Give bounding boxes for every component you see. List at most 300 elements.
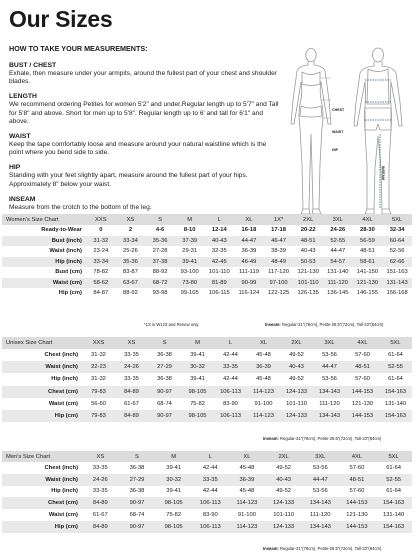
instruction-waist [9, 132, 279, 157]
instruction-inseam [9, 195, 279, 212]
size-header: 4XL [346, 337, 379, 349]
table-cell: 117-120 [268, 269, 289, 276]
table-cell: 136-145 [327, 290, 349, 297]
body-figures-illustration [279, 44, 409, 222]
table-cell: 154-163 [379, 410, 412, 422]
table-cell: 73-80 [175, 278, 205, 289]
table-row [2, 509, 412, 521]
table-cell: 52-55 [379, 361, 412, 373]
table-cell: 25-26 [123, 248, 138, 255]
table-cell: 84-89 [115, 386, 148, 398]
size-header: L [205, 214, 235, 225]
table-cell: 42-44 [202, 464, 218, 471]
table-cell: 121-130 [346, 512, 368, 519]
table-cell: 39-41 [175, 257, 205, 268]
table-cell: 90-97 [119, 497, 156, 509]
row-label: Hip (cm) [2, 521, 82, 533]
table-header-row [2, 214, 412, 225]
table-cell: 33-35 [92, 488, 108, 495]
table-cell: 22-23 [82, 361, 115, 373]
size-header: XXS [86, 214, 116, 225]
table-cell: 131-140 [327, 269, 349, 276]
size-header: XXS [82, 337, 115, 349]
mens-size-table [2, 451, 412, 533]
size-header: XS [82, 451, 119, 462]
instruction-hip [9, 163, 279, 188]
table-cell: 144-153 [339, 497, 376, 509]
size-header: M [181, 337, 214, 349]
row-label: Hip (inch) [2, 257, 86, 268]
table-row [2, 288, 412, 299]
size-header: 3XL [323, 214, 353, 225]
instruction-label: LENGTH [9, 93, 37, 101]
table-row [2, 398, 412, 410]
table-cell: 63-67 [116, 278, 146, 289]
table-cell: 31-32 [86, 236, 116, 247]
table-cell: 98-105 [181, 410, 214, 422]
unisex-inseam-note [263, 436, 381, 441]
table-cell: 78-82 [93, 269, 109, 276]
table-cell: 45-48 [256, 376, 271, 383]
inseam-label: Inseam: [263, 546, 279, 551]
size-header: M [175, 214, 205, 225]
instruction-length [9, 92, 279, 126]
table-cell: 124-133 [280, 410, 313, 422]
table-cell: 8-10 [183, 227, 196, 234]
table-cell: 40-43 [205, 236, 235, 247]
table-cell: 37-39 [175, 236, 205, 247]
table-cell: 154-163 [379, 386, 412, 398]
table-cell: 131-140 [384, 400, 407, 407]
mens-inseam-note [263, 546, 381, 551]
table-cell: 53-56 [312, 488, 328, 495]
table-cell: 141-150 [356, 269, 379, 276]
unisex-size-chart [2, 337, 412, 422]
table-cell: 2 [128, 227, 133, 234]
table-row [2, 225, 412, 236]
table-cell: 39-41 [190, 376, 205, 383]
table-row [2, 236, 412, 247]
instruction-text: Keep the tape comfortably loose and measure around your natural waistline which is the point where you bend side to side. [9, 141, 267, 157]
table-cell: 44-47 [313, 361, 346, 373]
table-cell: 31-32 [91, 376, 106, 383]
table-cell: 33-35 [192, 474, 229, 486]
table-cell: 126-135 [297, 290, 319, 297]
table-cell: 68-74 [157, 400, 172, 407]
table-cell: 35-36 [116, 257, 146, 268]
table-cell: 131-143 [382, 278, 412, 289]
table-cell: 79-83 [82, 386, 115, 398]
row-label: Bust (cm) [55, 269, 82, 276]
table-cell: 50-53 [293, 257, 323, 268]
size-header: XL [234, 214, 264, 225]
table-row [2, 349, 412, 361]
size-header: 2XL [293, 214, 323, 225]
measurement-instructions [9, 44, 279, 218]
instruction-label: INSEAM [9, 195, 36, 203]
table-cell: 101-110 [293, 278, 323, 289]
table-cell: 45-48 [239, 464, 255, 471]
table-cell: 62-66 [382, 257, 412, 268]
table-cell: 84-89 [115, 410, 148, 422]
table-cell: 45-48 [256, 352, 271, 359]
table-cell: 48-51 [346, 361, 379, 373]
table-cell: 36-39 [241, 248, 257, 255]
table-cell: 27-28 [152, 248, 168, 255]
table-cell: 91-100 [237, 512, 256, 519]
table-cell: 134-143 [313, 386, 346, 398]
table-cell: 44-47 [234, 236, 264, 247]
table-cell: 58-62 [86, 278, 116, 289]
table-cell: 30-32 [181, 361, 214, 373]
table-cell: 98-105 [155, 521, 192, 533]
table-cell: 57-60 [349, 464, 365, 471]
table-cell: 134-143 [302, 521, 339, 533]
table-title: Unisex Size Chart [2, 337, 82, 349]
table-cell: 99-105 [180, 290, 199, 297]
unisex-size-table [2, 337, 412, 422]
table-cell: 52-56 [389, 248, 405, 255]
row-label: Bust (inch) [2, 236, 86, 247]
instructions-heading: HOW TO TAKE YOUR MEASUREMENTS: [9, 44, 148, 53]
table-cell: 40-43 [265, 474, 302, 486]
table-cell: 53-56 [312, 464, 328, 471]
row-label: Chest (inch) [44, 464, 78, 471]
table-cell: 20-22 [300, 227, 316, 234]
table-cell: 121-130 [351, 400, 374, 407]
table-cell: 75-82 [190, 400, 205, 407]
table-cell: 44-47 [302, 474, 339, 486]
size-header: XL [229, 451, 266, 462]
table-row [2, 474, 412, 486]
table-cell: 61-67 [124, 400, 139, 407]
table-cell: 121-130 [297, 269, 319, 276]
table-row [2, 278, 412, 289]
table-cell: 28-30 [360, 227, 375, 234]
size-header: 4XL [353, 214, 383, 225]
table-cell: 116-124 [238, 290, 260, 297]
table-cell: 60-64 [382, 236, 412, 247]
size-header: S [119, 451, 156, 462]
table-cell: 83-90 [202, 512, 218, 519]
table-cell: 101-110 [286, 400, 307, 407]
table-cell: 97-100 [264, 278, 294, 289]
table-cell: 111-120 [319, 400, 340, 407]
table-cell: 24-26 [115, 361, 148, 373]
table-row [2, 410, 412, 422]
table-cell: 146-155 [356, 290, 379, 297]
table-row [2, 246, 412, 257]
figure-label-inseam: INSEAM [381, 166, 385, 180]
table-cell: 33-35 [124, 352, 139, 359]
table-cell: 83-87 [123, 269, 138, 276]
table-cell: 151-163 [386, 269, 408, 276]
table-cell: 56-60 [91, 400, 106, 407]
table-cell: 52-55 [375, 474, 412, 486]
table-cell: 154-163 [375, 521, 412, 533]
size-header: M [155, 451, 192, 462]
row-label: Waist (cm) [2, 278, 86, 289]
table-cell: 79-83 [82, 410, 115, 422]
womens-footnote: *1X in W123 and Renew only. [144, 322, 200, 327]
table-cell: 39-41 [166, 488, 182, 495]
table-cell: 58-61 [353, 257, 383, 268]
table-cell: 33-35 [124, 376, 139, 383]
size-header: S [145, 214, 175, 225]
size-header: S [148, 337, 181, 349]
table-cell: 131-140 [382, 512, 405, 519]
table-cell: 33-34 [86, 257, 116, 268]
table-cell: 56-59 [353, 236, 383, 247]
table-cell: 36-38 [157, 376, 172, 383]
table-cell: 39-41 [190, 352, 205, 359]
table-cell: 33-35 [92, 464, 108, 471]
size-header: XS [115, 337, 148, 349]
table-cell: 61-64 [388, 352, 403, 359]
table-cell: 84-89 [82, 521, 119, 533]
table-row [2, 486, 412, 498]
table-cell: 114-123 [229, 497, 266, 509]
table-cell: 42-45 [205, 257, 235, 268]
row-label: Chest (cm) [2, 386, 82, 398]
table-row [2, 497, 412, 509]
table-cell: 53-56 [322, 352, 337, 359]
table-cell: 122-125 [267, 290, 290, 297]
page-title: Our Sizes [9, 6, 113, 32]
table-cell: 40-43 [300, 248, 316, 255]
instruction-label: BUST / CHEST [9, 62, 57, 69]
row-label: Chest (inch) [44, 352, 78, 359]
table-cell: 101-110 [273, 512, 295, 519]
table-cell: 144-153 [346, 386, 379, 398]
row-label: Waist (cm) [48, 512, 78, 519]
row-label: Waist (inch) [2, 361, 82, 373]
table-cell: 48-49 [264, 257, 294, 268]
size-header: L [192, 451, 229, 462]
table-cell: 42-44 [223, 376, 238, 383]
table-cell: 46-47 [264, 236, 294, 247]
table-cell: 36-38 [129, 464, 145, 471]
table-cell: 36-38 [157, 352, 172, 359]
table-cell: 61-64 [386, 464, 402, 471]
row-label: Hip (inch) [51, 488, 78, 495]
table-row [2, 267, 412, 278]
size-header: 2XL [265, 451, 302, 462]
table-cell: 49-52 [289, 352, 304, 359]
figure-label-chest: CHEST [332, 108, 345, 112]
row-label: Chest (cm) [2, 497, 82, 509]
inseam-text: Regular-31"(79cm), Petite-28.5"(72cm), Tall-33"(84cm) [280, 546, 382, 551]
table-cell: 27-29 [119, 474, 156, 486]
table-cell: 61-64 [388, 376, 403, 383]
table-cell: 45-48 [239, 488, 255, 495]
size-header: XS [116, 214, 146, 225]
size-header: 1X* [264, 214, 294, 225]
table-cell: 81-89 [205, 278, 235, 289]
table-cell: 156-168 [386, 290, 408, 297]
table-cell: 124-133 [265, 521, 302, 533]
table-cell: 24-26 [82, 474, 119, 486]
table-cell: 68-74 [129, 512, 145, 519]
table-cell: 36-39 [247, 361, 280, 373]
table-cell: 30-32 [155, 474, 192, 486]
table-cell: 36-38 [129, 488, 145, 495]
womens-size-chart [2, 214, 412, 299]
table-cell: 12-14 [211, 227, 227, 234]
table-cell: 49-52 [276, 464, 292, 471]
table-title: Men's Size Chart [2, 451, 82, 462]
instruction-text: Exhale, then measure under your armpits, around the fullest part of your chest and shoulder blades. [9, 70, 277, 86]
figure-label-hip: HIP [332, 148, 338, 152]
table-cell: 75-82 [166, 512, 182, 519]
inseam-text: Regular-31"(79cm), Petite-28.5"(72cm), Tall-33"(84cm) [282, 322, 384, 327]
table-cell: 48-51 [293, 236, 323, 247]
row-label: Waist (inch) [2, 474, 82, 486]
table-cell: 49-52 [276, 488, 292, 495]
table-cell: 124-133 [265, 497, 302, 509]
table-row [2, 386, 412, 398]
table-cell: 42-44 [223, 352, 238, 359]
table-cell: 57-60 [355, 352, 370, 359]
instruction-text: Measure from the crotch to the bottom of the leg. [9, 203, 152, 211]
instruction-label: WAIST [9, 133, 31, 141]
table-cell: 124-133 [280, 386, 313, 398]
table-cell: 54-57 [323, 257, 353, 268]
table-cell: 52-55 [323, 236, 353, 247]
table-cell: 88-92 [152, 269, 168, 276]
table-cell: 101-110 [208, 269, 230, 276]
table-cell: 23-24 [93, 248, 109, 255]
table-cell: 106-113 [214, 386, 247, 398]
size-header: 5XL [382, 214, 412, 225]
table-cell: 36-39 [229, 474, 266, 486]
table-header-row [2, 451, 412, 462]
instruction-text: Standing with your feet slightly apart, measure around the fullest part of your hips. Approximately 8" below your waist. [9, 172, 248, 188]
table-cell: 144-153 [339, 521, 376, 533]
table-cell: 44-47 [330, 248, 346, 255]
table-cell: 38-39 [271, 248, 286, 255]
table-cell: 61-64 [386, 488, 402, 495]
instruction-text: We recommend ordering Petites for women 5'2" and under.Regular length up to 5'7" and Tall for 5'8" and above. Short for men up to 5'8". Regular length up to 6' and tall for 6'1" and above. [9, 101, 279, 125]
table-cell: 106-113 [192, 497, 229, 509]
table-cell: 42-44 [202, 488, 218, 495]
table-cell: 29-31 [182, 248, 198, 255]
size-header: 5XL [375, 451, 412, 462]
table-row [2, 373, 412, 385]
table-row [2, 521, 412, 533]
table-cell: 98-105 [155, 497, 192, 509]
row-label: Waist (cm) [48, 400, 78, 407]
table-cell: 84-87 [93, 290, 109, 297]
table-cell: 24-26 [330, 227, 346, 234]
table-cell: 33-35 [214, 361, 247, 373]
table-cell: 134-143 [302, 497, 339, 509]
table-cell: 88-92 [123, 290, 138, 297]
table-cell: 111-120 [310, 512, 331, 519]
table-cell: 39-41 [166, 464, 182, 471]
table-cell: 121-130 [353, 278, 383, 289]
table-row [2, 257, 412, 268]
table-cell: 93-98 [152, 290, 168, 297]
table-cell: 16-18 [241, 227, 257, 234]
inseam-label: Inseam: [263, 436, 279, 441]
table-cell: 90-97 [148, 410, 181, 422]
table-cell: 40-43 [280, 361, 313, 373]
table-cell: 48-51 [360, 248, 375, 255]
table-cell: 0 [99, 227, 103, 234]
size-header: XL [247, 337, 280, 349]
table-cell: 32-35 [211, 248, 227, 255]
instruction-label: HIP [9, 164, 21, 172]
table-cell: 90-97 [148, 386, 181, 398]
table-cell: 17-18 [271, 227, 286, 234]
table-cell: 91-100 [254, 400, 273, 407]
inseam-text: Regular-31"(79cm), Petite-28.5"(72cm), Tall-33"(84cm) [280, 436, 382, 441]
womens-size-table [2, 214, 412, 299]
table-cell: 114-123 [229, 521, 266, 533]
table-cell: 134-143 [313, 410, 346, 422]
table-cell: 98-105 [181, 386, 214, 398]
table-cell: 93-100 [180, 269, 199, 276]
table-cell: 106-115 [208, 290, 230, 297]
table-row [2, 462, 412, 474]
table-cell: 37-38 [145, 257, 175, 268]
table-cell: 61-67 [92, 512, 108, 519]
table-cell: 48-51 [339, 474, 376, 486]
size-header: 2XL [280, 337, 313, 349]
mens-size-chart [2, 451, 412, 533]
table-cell: 154-163 [375, 497, 412, 509]
row-label: Hip (cm) [2, 410, 82, 422]
table-title: Women's Size Chart [2, 214, 86, 225]
table-cell: 27-29 [148, 361, 181, 373]
figure-label-waist: WAIST [332, 130, 344, 134]
table-cell: 83-90 [223, 400, 238, 407]
table-cell: 111-120 [323, 278, 353, 289]
row-label: Waist (inch) [49, 248, 82, 255]
table-cell: 4-6 [155, 227, 165, 234]
size-header: L [214, 337, 247, 349]
size-header: 3XL [313, 337, 346, 349]
instruction-bust [9, 61, 279, 86]
measurement-figures [279, 44, 409, 222]
table-cell: 106-113 [214, 410, 247, 422]
table-cell: 33-34 [116, 236, 146, 247]
row-label: Hip (cm) [58, 290, 82, 297]
table-cell: 46-49 [234, 257, 264, 268]
table-cell: 90-99 [234, 278, 264, 289]
table-cell: 84-89 [82, 497, 119, 509]
table-cell: 68-72 [145, 278, 175, 289]
table-cell: 144-153 [346, 410, 379, 422]
row-label: Hip (inch) [51, 376, 78, 383]
table-cell: 57-60 [349, 488, 365, 495]
size-header: 4XL [339, 451, 376, 462]
table-cell: 106-113 [192, 521, 229, 533]
row-label: Ready-to-Wear [41, 227, 82, 234]
size-header: 5XL [379, 337, 412, 349]
womens-inseam-note [265, 322, 383, 327]
table-cell: 57-60 [355, 376, 370, 383]
table-cell: 114-123 [247, 386, 280, 398]
table-cell: 49-52 [289, 376, 304, 383]
table-cell: 111-119 [238, 269, 259, 276]
size-header: 3XL [302, 451, 339, 462]
table-header-row [2, 337, 412, 349]
table-row [2, 361, 412, 373]
table-cell: 114-123 [247, 410, 280, 422]
table-cell: 32-34 [389, 227, 405, 234]
